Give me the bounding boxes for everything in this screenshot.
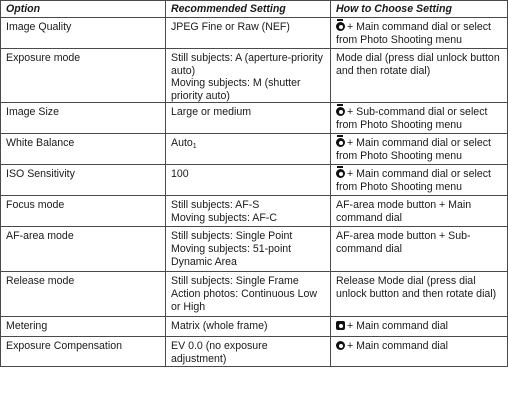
metering-icon [336, 321, 345, 330]
how-cell [331, 272, 508, 317]
option-cell: Exposure Compensation [1, 337, 166, 366]
how-text: AF-area mode button + Main command dial [336, 199, 472, 224]
table-row [1, 272, 508, 317]
recommended-cell [166, 272, 331, 317]
table-row [1, 18, 508, 49]
recommended-cell [166, 196, 331, 227]
option-cell: Image Size [1, 103, 166, 134]
header-how: How to Choose Setting [331, 1, 508, 18]
recommended-cell [166, 337, 331, 366]
how-cell [331, 317, 508, 337]
recommended-line: EV 0.0 (no exposure adjustment) [171, 340, 268, 365]
recommended-line: 100 [171, 168, 189, 181]
how-text: + Main command dial or select from Photo Shooting menu [336, 168, 491, 193]
option-cell: White Balance [1, 134, 166, 165]
how-cell [331, 227, 508, 272]
camera-quality-icon [336, 22, 345, 31]
recommended-line: Moving subjects: 51-point Dynamic Area [171, 242, 292, 268]
recommended-cell [166, 317, 331, 337]
option-cell: Release mode [1, 272, 166, 317]
header-option: Option [1, 1, 166, 18]
how-cell [331, 103, 508, 134]
recommended-line: JPEG Fine or Raw (NEF) [171, 21, 290, 33]
how-text: + Main command dial [347, 320, 448, 333]
recommended-cell [166, 49, 331, 103]
recommended-cell [166, 103, 331, 134]
recommended-line: Action photos: Continuous Low or High [171, 287, 318, 313]
recommended-line: Still subjects: A (aperture-priority auto) [171, 52, 323, 77]
how-cell [331, 337, 508, 366]
recommended-line: Still subjects: AF-S [171, 199, 260, 212]
how-cell [331, 18, 508, 49]
option-cell: Metering [1, 317, 166, 337]
how-text: AF-area mode button + Sub-command dial [336, 230, 471, 255]
table-row [1, 337, 508, 366]
recommended-cell [166, 18, 331, 49]
recommended-line: Large or medium [171, 106, 252, 119]
table-row [1, 227, 508, 272]
how-text: + Main command dial [347, 340, 448, 353]
table-row [1, 134, 508, 165]
iso-icon [336, 169, 345, 178]
table-row [1, 317, 508, 337]
how-text: Mode dial (press dial unlock button and then rotate dial) [336, 52, 500, 77]
table-row [1, 49, 508, 103]
camera-quality-icon [336, 107, 345, 116]
header-row [1, 1, 508, 18]
how-cell [331, 49, 508, 103]
option-cell: Image Quality [1, 18, 166, 49]
footnote-marker: 1 [192, 143, 197, 151]
option-cell: Exposure mode [1, 49, 166, 103]
option-cell: AF-area mode [1, 227, 166, 272]
table-row [1, 103, 508, 134]
how-text: + Sub-command dial or select from Photo Shooting menu [336, 106, 488, 131]
recommended-cell [166, 165, 331, 196]
recommended-line: Still subjects: Single Point [171, 230, 293, 243]
option-cell: Focus mode [1, 196, 166, 227]
option-cell: ISO Sensitivity [1, 165, 166, 196]
recommended-line: Moving subjects: M (shutter priority auto) [171, 77, 301, 102]
recommended-line: Moving subjects: AF-C [171, 211, 277, 224]
wb-icon [336, 138, 345, 147]
how-text: + Main command dial or select from Photo Shooting menu [336, 137, 491, 162]
how-cell [331, 196, 508, 227]
how-text: + Main command dial or select from Photo Shooting menu [336, 21, 491, 46]
recommended-line: Auto$_1$ [171, 137, 197, 151]
recommended-line: Still subjects: Single Frame [171, 275, 299, 288]
exposure-compensation-icon [336, 341, 345, 350]
header-recommended: Recommended Setting [166, 1, 331, 18]
recommended-cell [166, 134, 331, 165]
how-text: Release Mode dial (press dial unlock button and then rotate dial) [336, 275, 497, 300]
how-cell [331, 165, 508, 196]
table-row [1, 165, 508, 196]
recommended-cell [166, 227, 331, 272]
table-row [1, 196, 508, 227]
recommended-line: Matrix (whole frame) [171, 320, 268, 333]
how-cell [331, 134, 508, 165]
